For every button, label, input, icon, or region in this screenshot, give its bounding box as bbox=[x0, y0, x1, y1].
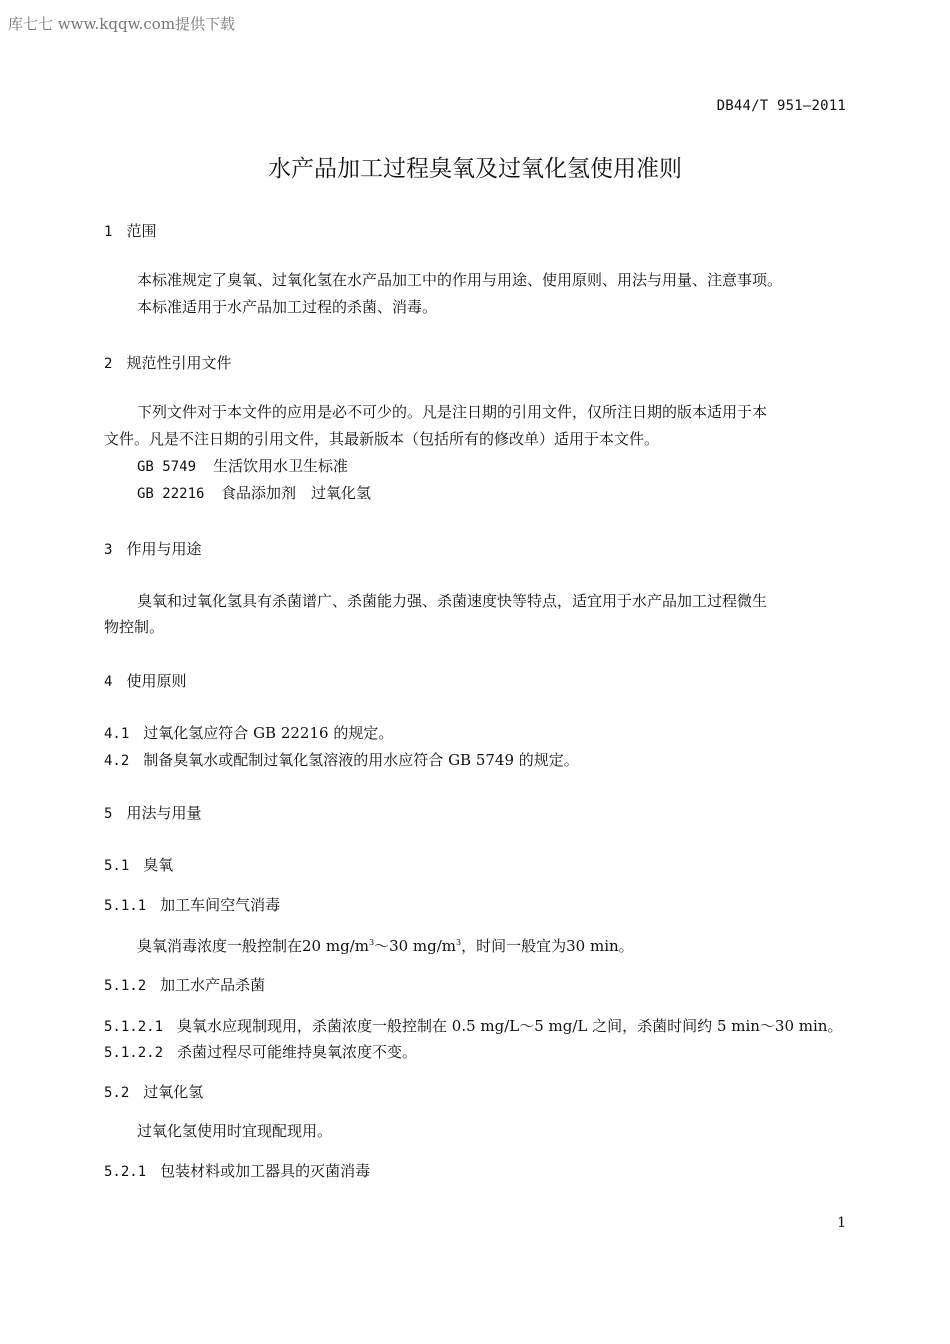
section-number: 5 bbox=[104, 806, 113, 822]
subsection-5-1-2-heading bbox=[104, 974, 265, 995]
subsection-5-2-1-heading bbox=[104, 1160, 370, 1181]
clause-text: 臭氧水应现制现用，杀菌浓度一般控制在 0.5 mg/L～5 mg/L 之间，杀菌时间约 5 min～30 min。 bbox=[177, 1017, 843, 1035]
section-3-heading bbox=[104, 538, 201, 559]
clause-4-2 bbox=[104, 749, 579, 770]
subsection-5-1-heading bbox=[104, 854, 173, 875]
paragraph: 本标准规定了臭氧、过氧化氢在水产品加工中的作用与用途、使用原则、用法与用量、注意事项。 bbox=[137, 271, 783, 289]
section-title: 规范性引用文件 bbox=[126, 354, 232, 372]
section-2-heading bbox=[104, 352, 231, 373]
text-segment: 臭氧消毒浓度一般控制在20 mg/m bbox=[137, 937, 369, 955]
section-title: 用法与用量 bbox=[126, 804, 202, 822]
subsection-title: 加工车间空气消毒 bbox=[160, 896, 281, 914]
subsection-title: 包装材料或加工器具的灭菌消毒 bbox=[160, 1162, 371, 1180]
section-number: 2 bbox=[104, 356, 113, 372]
clause-number: 4.2 bbox=[104, 753, 130, 769]
reference-item bbox=[137, 453, 348, 480]
clause-text: 制备臭氧水或配制过氧化氢溶液的用水应符合 GB 5749 的规定。 bbox=[143, 751, 579, 769]
section-number: 4 bbox=[104, 674, 113, 690]
text-segment: ～30 mg/m bbox=[374, 937, 457, 955]
subsection-5-1-1-heading bbox=[104, 894, 280, 915]
paragraph: 本标准适用于水产品加工过程的杀菌、消毒。 bbox=[137, 298, 438, 316]
clause-number: 5.1.2.1 bbox=[104, 1019, 164, 1035]
clause-number: 4.1 bbox=[104, 726, 130, 742]
paragraph-line: 臭氧和过氧化氢具有杀菌谱广、杀菌能力强、杀菌速度快等特点，适宜用于水产品加工过程微生 bbox=[137, 592, 768, 610]
reference-code: GB 22216 bbox=[137, 486, 205, 502]
watermark-text: 库七七 www.kqqw.com提供下载 bbox=[8, 15, 236, 33]
reference-item bbox=[137, 480, 371, 507]
paragraph bbox=[137, 930, 634, 959]
clause-5-1-2-1 bbox=[104, 1015, 842, 1036]
section-number: 3 bbox=[104, 542, 113, 558]
subsection-5-2-heading bbox=[104, 1081, 203, 1102]
section-title: 范围 bbox=[126, 222, 157, 240]
clause-5-1-2-2 bbox=[104, 1041, 417, 1062]
subsection-number: 5.1 bbox=[104, 858, 130, 874]
superscript: 3 bbox=[456, 938, 462, 947]
section-title: 使用原则 bbox=[126, 672, 187, 690]
reference-name: 食品添加剂 过氧化氢 bbox=[221, 484, 372, 502]
paragraph-line: 物控制。 bbox=[104, 618, 165, 636]
subsection-number: 5.2.1 bbox=[104, 1164, 147, 1180]
clause-text: 过氧化氢应符合 GB 22216 的规定。 bbox=[143, 724, 394, 742]
clause-text: 杀菌过程尽可能维持臭氧浓度不变。 bbox=[177, 1043, 418, 1061]
subsection-number: 5.1.1 bbox=[104, 898, 147, 914]
section-4-heading bbox=[104, 670, 186, 691]
superscript: 3 bbox=[368, 938, 375, 947]
subsection-number: 5.2 bbox=[104, 1085, 130, 1101]
paragraph: 过氧化氢使用时宜现配现用。 bbox=[137, 1122, 333, 1140]
page-title: 水产品加工过程臭氧及过氧化氢使用准则 bbox=[268, 156, 682, 182]
subsection-number: 5.1.2 bbox=[104, 978, 147, 994]
reference-name: 生活饮用水卫生标准 bbox=[213, 457, 349, 475]
text-segment: ，时间一般宜为30 min。 bbox=[461, 937, 634, 955]
document-number: DB44/T 951—2011 bbox=[716, 98, 846, 114]
page-number: 1 bbox=[837, 1215, 846, 1231]
clause-number: 5.1.2.2 bbox=[104, 1045, 164, 1061]
section-5-heading bbox=[104, 802, 201, 823]
section-1-heading bbox=[104, 220, 156, 241]
section-title: 作用与用途 bbox=[126, 540, 202, 558]
reference-code: GB 5749 bbox=[137, 459, 197, 475]
subsection-title: 过氧化氢 bbox=[143, 1083, 204, 1101]
section-number: 1 bbox=[104, 224, 113, 240]
subsection-title: 臭氧 bbox=[143, 856, 174, 874]
subsection-title: 加工水产品杀菌 bbox=[160, 976, 266, 994]
paragraph-line: 文件。凡是不注日期的引用文件，其最新版本（包括所有的修改单）适用于本文件。 bbox=[104, 430, 660, 448]
clause-4-1 bbox=[104, 722, 393, 743]
paragraph-line: 下列文件对于本文件的应用是必不可少的。凡是注日期的引用文件，仅所注日期的版本适用于本 bbox=[137, 403, 768, 421]
